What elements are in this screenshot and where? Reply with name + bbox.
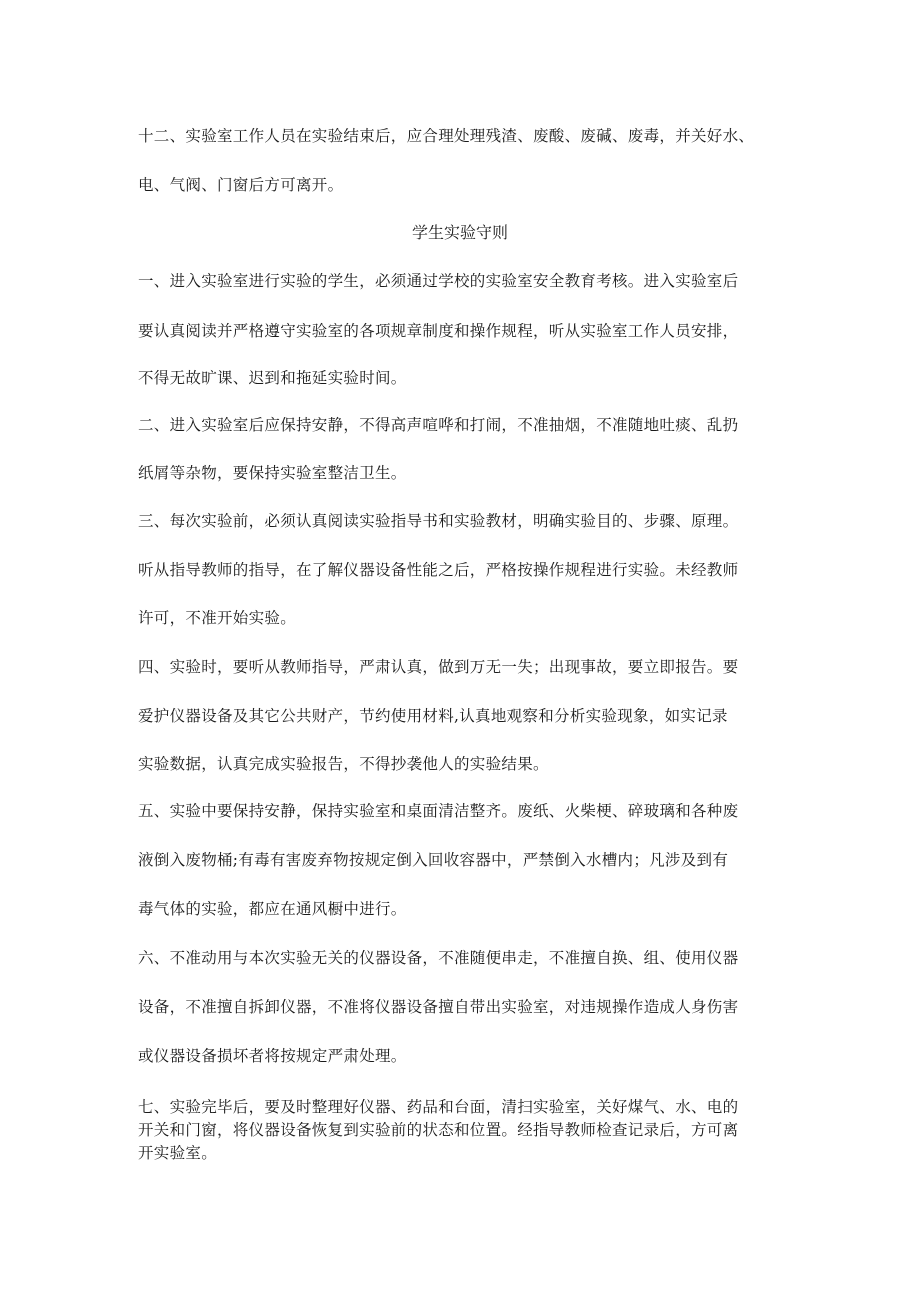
intro-line: 十二、实验室工作人员在实验结束后，应合理处理残渣、废酸、废碱、废毒，并关好水、 bbox=[138, 127, 755, 145]
document-title: 学生实验守则 bbox=[411, 223, 508, 242]
rule-line: 一、进入实验室进行实验的学生，必须通过学校的实验室安全教育考核。进入实验室后 bbox=[138, 272, 739, 290]
rule-line: 爱护仪器设备及其它公共财产，节约使用材料,认真地观察和分析实验现象，如实记录 bbox=[138, 707, 728, 725]
rule-line: 或仪器设备损坏者将按规定严肃处理。 bbox=[138, 1047, 407, 1065]
rule-line: 许可，不准开始实验。 bbox=[138, 609, 297, 627]
rule-line: 七、实验完毕后，要及时整理好仪器、药品和台面，清扫实验室，关好煤气、水、电的 bbox=[138, 1098, 739, 1116]
rule-line: 设备，不准擅自拆卸仪器，不准将仪器设备擅自带出实验室，对违规操作造成人身伤害 bbox=[138, 998, 739, 1016]
intro-line: 电、气阀、门窗后方可离开。 bbox=[138, 176, 344, 194]
rule-line: 开关和门窗，将仪器设备恢复到实验前的状态和位置。经指导教师检查记录后，方可离 bbox=[138, 1121, 739, 1139]
rule-line: 实验数据，认真完成实验报告，不得抄袭他人的实验结果。 bbox=[138, 755, 549, 773]
rule-line: 听从指导教师的指导，在了解仪器设备性能之后，严格按操作规程进行实验。未经教师 bbox=[138, 561, 739, 579]
rule-line: 二、进入实验室后应保持安静，不得高声喧哗和打闹，不准抽烟，不准随地吐痰、乱扔 bbox=[138, 416, 739, 434]
rule-line: 三、每次实验前，必须认真阅读实验指导书和实验教材，明确实验目的、步骤、原理。 bbox=[138, 512, 739, 530]
rule-line: 开实验室。 bbox=[138, 1144, 218, 1162]
rule-line: 毒气体的实验，都应在通风橱中进行。 bbox=[138, 900, 407, 918]
rule-line: 不得无故旷课、迟到和拖延实验时间。 bbox=[138, 369, 407, 387]
rule-line: 五、实验中要保持安静，保持实验室和桌面清洁整齐。废纸、火柴梗、碎玻璃和各种废 bbox=[138, 802, 739, 820]
rule-line: 要认真阅读并严格遵守实验室的各项规章制度和操作规程，听从实验室工作人员安排， bbox=[138, 322, 739, 340]
rule-line: 六、不准动用与本次实验无关的仪器设备，不准随便串走，不准擅自换、组、使用仪器 bbox=[138, 949, 739, 967]
rule-line: 四、实验时，要听从教师指导，严肃认真，做到万无一失；出现事故，要立即报告。要 bbox=[138, 658, 739, 676]
rule-line: 液倒入废物桶;有毒有害废弃物按规定倒入回收容器中，严禁倒入水槽内；凡涉及到有 bbox=[138, 851, 729, 869]
rule-line: 纸屑等杂物，要保持实验室整洁卫生。 bbox=[138, 464, 407, 482]
